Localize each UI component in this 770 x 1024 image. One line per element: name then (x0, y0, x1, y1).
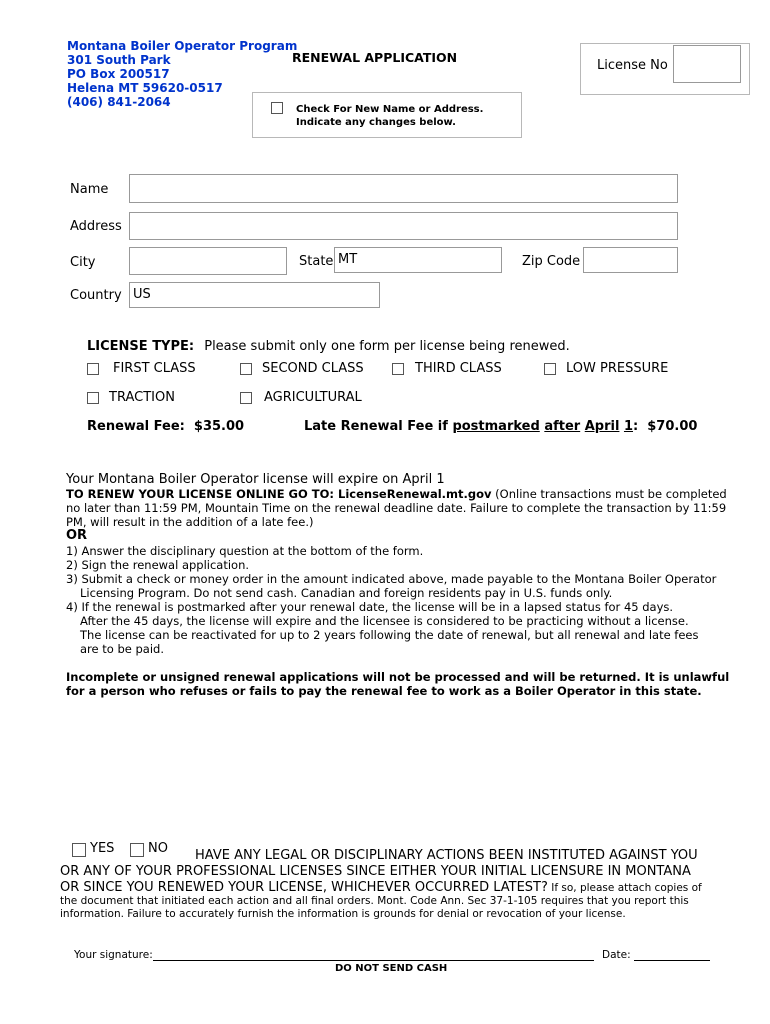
warning-line2: for a person who refuses or fails to pay the renewal fee to work as a Boiler Operator in this state. (66, 684, 702, 698)
late-fee-suffix: : $70.00 (633, 419, 698, 434)
online-renewal-paragraph (66, 487, 730, 529)
license-no-label: License No (597, 58, 668, 73)
step-line: Licensing Program. Do not send cash. Canadian and foreign residents pay in U.S. funds only. (80, 586, 613, 600)
address-line: PO Box 200517 (67, 67, 170, 81)
late-fee-april: April (584, 419, 620, 434)
disciplinary-no-checkbox[interactable] (130, 843, 144, 857)
license-no-input[interactable] (673, 45, 741, 83)
step-line: 3) Submit a check or money order in the amount indicated above, made payable to the Montana Boiler Operator (66, 572, 717, 586)
traction-checkbox[interactable] (87, 392, 99, 404)
late-fee (304, 419, 697, 434)
step-line: 4) If the renewal is postmarked after your renewal date, the license will be in a lapsed status for 45 days. (66, 600, 674, 614)
city-label: City (70, 255, 96, 270)
late-fee-one: 1 (623, 419, 633, 434)
address-line: (406) 841-2064 (67, 95, 171, 109)
or-divider: OR (66, 528, 88, 543)
online-renewal-note: (Online transactions must be completed no later than 11:59 PM, Mountain Time on the renewal deadline date. Failure to complete the transaction by 11:59 PM, will result in the addition of a late fee.) (66, 487, 727, 529)
expire-line: Your Montana Boiler Operator license will expire on April 1 (66, 472, 445, 487)
low-pressure-label: LOW PRESSURE (566, 361, 669, 376)
address-input[interactable] (129, 212, 678, 240)
late-fee-after: after (544, 419, 581, 434)
state-input[interactable]: MT (334, 247, 502, 273)
traction-label: TRACTION (109, 390, 175, 405)
name-change-line1: Check For New Name or Address. (296, 104, 484, 115)
zip-input[interactable] (583, 247, 678, 273)
name-input[interactable] (129, 174, 678, 203)
disciplinary-note-line2: the document that initiated each action and all final orders. Mont. Code Ann. Sec 37-1-105 requires that you report this (60, 895, 689, 907)
license-type-heading: LICENSE TYPE: (87, 339, 195, 354)
third-class-checkbox[interactable] (392, 363, 404, 375)
name-change-line2: Indicate any changes below. (296, 117, 456, 128)
agricultural-label: AGRICULTURAL (264, 390, 362, 405)
disciplinary-note-inline: If so, please attach copies of (547, 882, 702, 894)
agricultural-checkbox[interactable] (240, 392, 252, 404)
address-line: Montana Boiler Operator Program (67, 39, 298, 53)
renewal-fee: Renewal Fee: $35.00 (87, 419, 245, 434)
disciplinary-question-line3: OR SINCE YOU RENEWED YOUR LICENSE, WHICHEVER OCCURRED LATEST? (60, 880, 548, 895)
disciplinary-note (60, 895, 750, 921)
third-class-label: THIRD CLASS (415, 361, 502, 376)
disciplinary-note-line3: information. Failure to accurately furnish the information is grounds for denial or revocation of your license. (60, 908, 626, 920)
address-line: 301 South Park (67, 53, 171, 67)
second-class-checkbox[interactable] (240, 363, 252, 375)
step-line: are to be paid. (80, 642, 164, 656)
instruction-steps (66, 544, 746, 656)
first-class-label: FIRST CLASS (113, 361, 196, 376)
disciplinary-question-line1: HAVE ANY LEGAL OR DISCIPLINARY ACTIONS BEEN INSTITUTED AGAINST YOU (195, 848, 698, 863)
city-input[interactable] (129, 247, 287, 275)
country-label: Country (70, 288, 122, 303)
step-line: The license can be reactivated for up to 2 years following the date of renewal, but all renewal and late fees (80, 628, 699, 642)
name-change-checkbox[interactable] (271, 102, 283, 114)
license-type-heading-row (87, 339, 570, 354)
disciplinary-yes-label: YES (90, 841, 115, 856)
online-renewal-link[interactable]: TO RENEW YOUR LICENSE ONLINE GO TO: LicenseRenewal.mt.gov (66, 487, 492, 501)
disciplinary-yes-checkbox[interactable] (72, 843, 86, 857)
signature-label: Your signature: (74, 949, 153, 961)
step-line: 2) Sign the renewal application. (66, 558, 250, 572)
unsigned-warning (66, 670, 746, 698)
first-class-checkbox[interactable] (87, 363, 99, 375)
late-fee-postmarked: postmarked (452, 419, 540, 434)
date-line[interactable] (634, 960, 710, 961)
address-line: Helena MT 59620-0517 (67, 81, 223, 95)
disciplinary-question-line2: OR ANY OF YOUR PROFESSIONAL LICENSES SINCE EITHER YOUR INITIAL LICENSURE IN MONTANA (60, 864, 691, 879)
disciplinary-question-line3-row (60, 880, 702, 895)
name-label: Name (70, 182, 109, 197)
zip-label: Zip Code (522, 254, 581, 269)
state-label: State (299, 254, 334, 269)
form-title: RENEWAL APPLICATION (292, 50, 458, 65)
second-class-label: SECOND CLASS (262, 361, 364, 376)
late-fee-prefix: Late Renewal Fee if (304, 419, 453, 434)
country-input[interactable]: US (129, 282, 380, 308)
disciplinary-no-label: NO (148, 841, 168, 856)
no-cash-notice: DO NOT SEND CASH (335, 963, 448, 974)
warning-line1: Incomplete or unsigned renewal applications will not be processed and will be returned. It is unlawful (66, 670, 730, 684)
name-change-text (296, 103, 483, 129)
step-line: 1) Answer the disciplinary question at the bottom of the form. (66, 544, 424, 558)
address-label: Address (70, 219, 122, 234)
license-type-note: Please submit only one form per license being renewed. (204, 339, 570, 354)
signature-line[interactable] (153, 960, 594, 961)
step-line: After the 45 days, the license will expire and the licensee is considered to be practicing without a license. (80, 614, 689, 628)
low-pressure-checkbox[interactable] (544, 363, 556, 375)
date-label: Date: (602, 949, 631, 961)
